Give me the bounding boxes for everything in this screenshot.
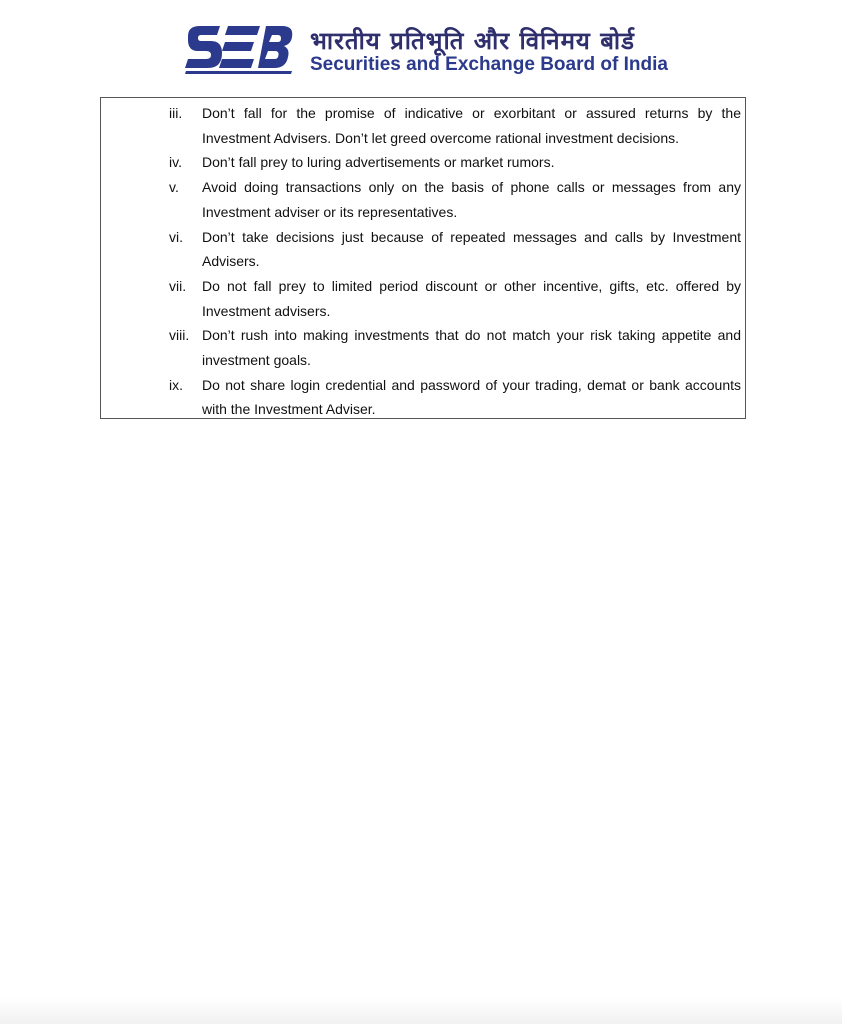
list-item-number: ix. bbox=[169, 376, 183, 393]
list-item bbox=[169, 323, 741, 372]
list-item bbox=[169, 373, 741, 422]
logo-text-hindi: भारतीय प्रतिभूति और विनिमय बोर्ड bbox=[310, 27, 635, 55]
list-item bbox=[169, 150, 741, 175]
guidelines-box bbox=[100, 97, 746, 419]
list-item-text: Don’t fall for the promise of indicative or exorbitant or assured returns by the Investment Advisers. Don’t let greed overcome rational investment decisions. bbox=[202, 105, 741, 146]
list-item bbox=[169, 225, 741, 274]
list-item-text: Avoid doing transactions only on the basis of phone calls or messages from any Investment adviser or its representatives. bbox=[202, 179, 741, 220]
list-item-number: iii. bbox=[169, 105, 183, 121]
list-item-number: viii. bbox=[169, 327, 190, 344]
list-item-text: Do not share login credential and password of your trading, demat or bank accounts with the Investment Adviser. bbox=[202, 376, 741, 418]
list-item-text: Do not fall prey to limited period discount or other incentive, gifts, etc. offered by Investment advisers. bbox=[202, 277, 741, 319]
list-item-text: Don’t rush into making investments that do not match your risk taking appetite and investment goals. bbox=[202, 327, 741, 369]
sebi-logo-icon bbox=[182, 22, 302, 78]
page-bottom-shade bbox=[0, 998, 842, 1024]
list-item bbox=[169, 101, 741, 150]
list-item-number: v. bbox=[169, 179, 179, 196]
list-item-text: Don’t fall prey to luring advertisements or market rumors. bbox=[202, 154, 555, 171]
sebi-header bbox=[182, 18, 672, 80]
list-item bbox=[169, 274, 741, 323]
guidelines-list bbox=[169, 101, 741, 422]
list-item bbox=[169, 175, 741, 224]
list-item-text: Don’t take decisions just because of repeated messages and calls by Investment Advisers. bbox=[202, 228, 741, 270]
list-item-number: vi. bbox=[169, 228, 183, 245]
list-item-number: iv. bbox=[169, 154, 182, 171]
logo-text-english: Securities and Exchange Board of India bbox=[310, 54, 668, 75]
list-item-number: vii. bbox=[169, 277, 187, 294]
